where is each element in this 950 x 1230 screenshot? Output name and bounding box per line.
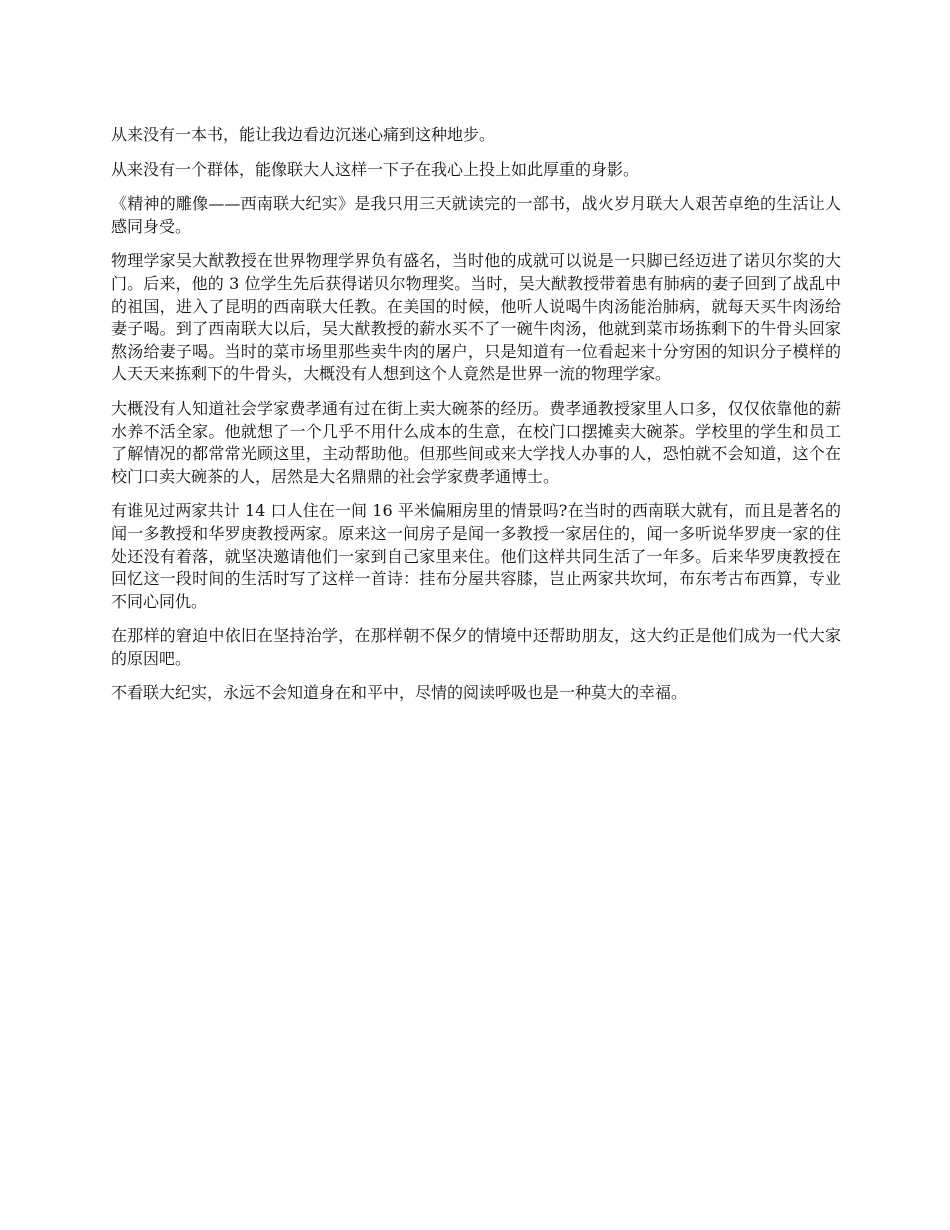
paragraph-6: 有谁见过两家共计 14 口人住在一间 16 平米偏厢房里的情景吗?在当时的西南联大就有，而且是著名的闻一多教授和华罗庚教授两家。原来这一间房子是闻一多教授一家居住的，闻一多听说华罗庚一家的住处还没有着落，就坚决邀请他们一家到自己家里来住。他们这样共同生活了一年多。后来华罗庚教授在回忆这一段时间的生活时写了这样一首诗：挂布分屋共容膝，岂止两家共坎坷，布东考古布西算，专业不同心同仇。: [111, 501, 841, 611]
paragraph-2: 从来没有一个群体，能像联大人这样一下子在我心上投上如此厚重的身影。: [111, 159, 640, 179]
paragraph-5: 大概没有人知道社会学家费孝通有过在街上卖大碗茶的经历。费孝通教授家里人口多，仅仅依靠他的薪水养不活全家。他就想了一个几乎不用什么成本的生意，在校门口摆摊卖大碗茶。学校里的学生和员工了解情况的都常常光顾这里，主动帮助他。但那些间或来大学找人办事的人，恐怕就不会知道，这个在校门口卖大碗茶的人，居然是大名鼎鼎的社会学家费孝通博士。: [111, 398, 841, 486]
document-body: [111, 124, 841, 717]
paragraph-4: 物理学家吴大猷教授在世界物理学界负有盛名，当时他的成就可以说是一只脚已经迈进了诺贝尔奖的大门。后来，他的 3 位学生先后获得诺贝尔物理奖。当时，吴大猷教授带着患有肺病的妻子回到了战乱中的祖国，进入了昆明的西南联大任教。在美国的时候，他听人说喝牛肉汤能治肺病，就每天买牛肉汤给妻子喝。到了西南联大以后，吴大猷教授的薪水买不了一碗牛肉汤，他就到菜市场拣剩下的牛骨头回家熬汤给妻子喝。当时的菜市场里那些卖牛肉的屠户，只是知道有一位看起来十分穷困的知识分子模样的人天天来拣剩下的牛骨头，大概没有人想到这个人竟然是世界一流的物理学家。: [111, 251, 841, 384]
paragraph-3: 《精神的雕像——西南联大纪实》是我只用三天就读完的一部书，战火岁月联大人艰苦卓绝的生活让人感同身受。: [111, 194, 841, 236]
paragraph-7: 在那样的窘迫中依旧在坚持治学，在那样朝不保夕的情境中还帮助朋友，这大约正是他们成为一代大家的原因吧。: [111, 626, 841, 668]
paragraph-1: 从来没有一本书，能让我边看边沉迷心痛到这种地步。: [111, 125, 496, 144]
paragraph-8: 不看联大纪实，永远不会知道身在和平中，尽情的阅读呼吸也是一种莫大的幸福。: [111, 683, 688, 703]
